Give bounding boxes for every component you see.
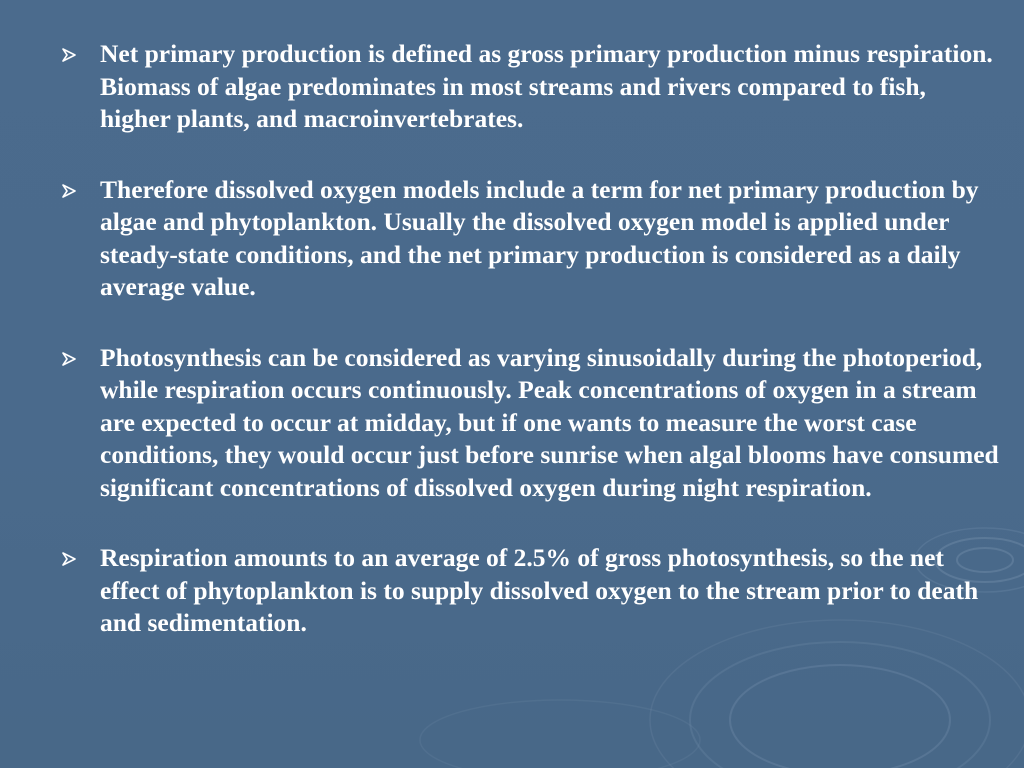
bullet-text: Respiration amounts to an average of 2.5% of gross photosynthesis, so the net effect of phytoplankton is to supply dissolved oxygen to the stream prior to death and sedimentation. xyxy=(100,543,979,637)
arrowhead-bullet-icon xyxy=(62,48,76,62)
bullet-item xyxy=(60,542,1000,640)
bullet-item xyxy=(60,342,1000,505)
bullet-item xyxy=(60,174,1000,304)
arrowhead-bullet-icon xyxy=(62,352,76,366)
bullet-item xyxy=(60,38,1000,136)
bullet-list xyxy=(60,38,1000,640)
bullet-text: Therefore dissolved oxygen models include a term for net primary production by algae and phytoplankton. Usually the dissolved oxygen model is applied under steady-state conditions, and the net primary production is considered as a daily average value. xyxy=(100,174,979,301)
arrowhead-bullet-icon xyxy=(62,184,76,198)
bullet-text: Photosynthesis can be considered as varying sinusoidally during the photoperiod, while respiration occurs continuously. Peak concentrations of oxygen in a stream are expected to occur at midday, but if one wants to measure the worst case conditions, they would occur just before sunrise when algal blooms have consumed significant concentrations of dissolved oxygen during night respiration. xyxy=(100,342,999,502)
bullet-text: Net primary production is defined as gross primary production minus respiration. Biomass of algae predominates in most streams and rivers compared to fish, higher plants, and macroinvertebrates. xyxy=(100,39,993,133)
arrowhead-bullet-icon xyxy=(62,552,76,566)
